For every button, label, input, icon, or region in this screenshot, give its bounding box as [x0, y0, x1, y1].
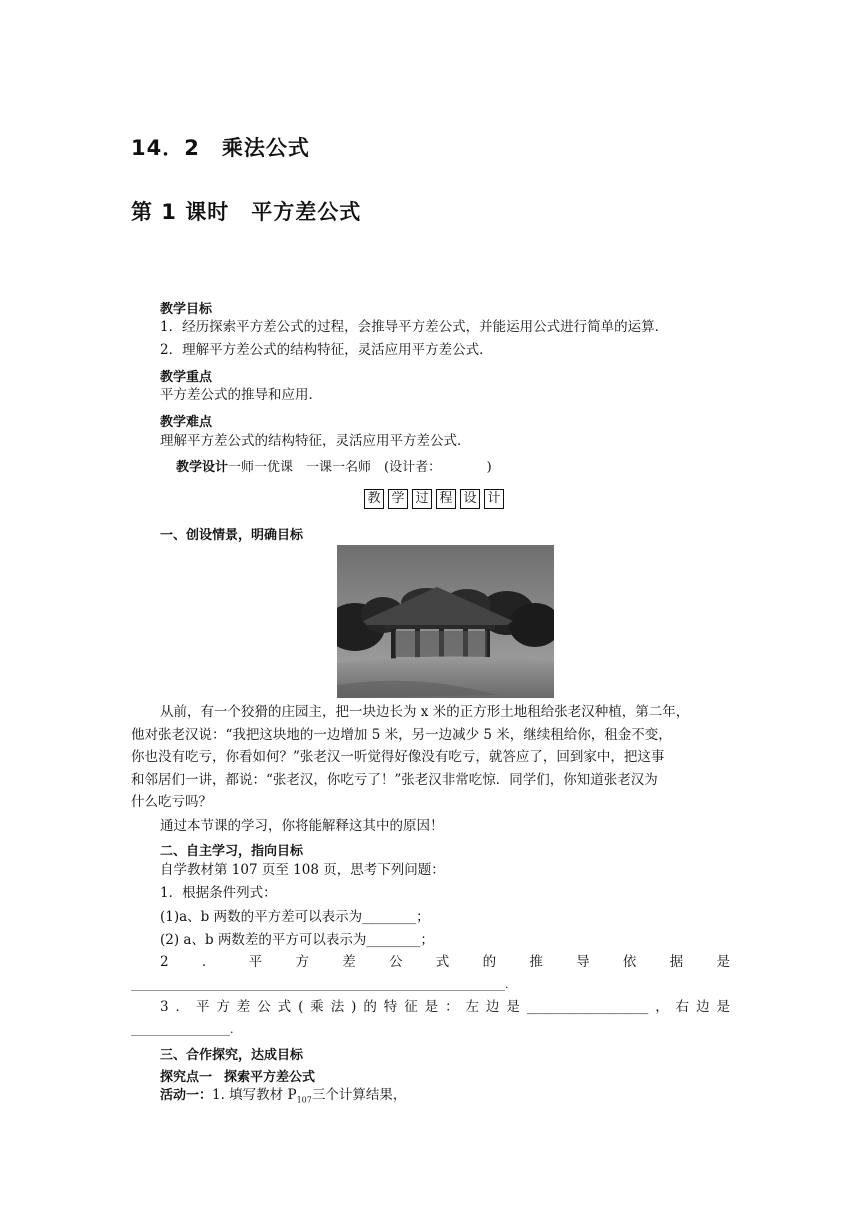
- difficulty-text: 理解平方差公式的结构特征，灵活应用平方差公式．: [160, 433, 471, 449]
- story-line: 从前，有一个狡猾的庄园主，把一块边长为 x 米的正方形土地租给张老汉种植，第二年，: [160, 704, 690, 720]
- q2-char: 2: [160, 954, 169, 970]
- explore-label: 探究点一: [160, 1070, 213, 1085]
- q2-char: 导: [576, 954, 590, 970]
- activity-label: 活动一：: [160, 1088, 213, 1103]
- q2-char: 是: [716, 954, 730, 970]
- question-2-answer-line: ____________________________________________________________________.: [131, 978, 509, 991]
- activity-tail: 三个计算结果，: [311, 1087, 407, 1103]
- chapter-title: 14．2 乘法公式: [131, 136, 310, 160]
- question-1b: (2) a、b 两数差的平方可以表示为________；: [160, 932, 434, 948]
- pavilion-photo: [337, 545, 554, 698]
- self-study-intro: 自学教材第 107 页至 108 页，思考下列问题：: [160, 862, 445, 878]
- story-line: 你也没有吃亏，你看如何？”张老汉一听觉得好像没有吃亏，就答应了，回到家中，把这事: [131, 749, 665, 765]
- difficulty-heading: 教学难点: [160, 415, 213, 430]
- lesson-title: 第 1 课时 平方差公式: [131, 200, 362, 224]
- q2-char: 依: [622, 954, 637, 970]
- question-1: 1．根据条件列式：: [160, 885, 277, 901]
- q2-char: 公: [389, 954, 403, 970]
- teaching-design-rest: 一师一优课 一课一名师 (设计者： ): [228, 460, 492, 475]
- q2-char: 推: [529, 954, 543, 970]
- q2-char: ．: [201, 954, 216, 970]
- key-points-text: 平方差公式的推导和应用．: [160, 387, 322, 403]
- story-line: 什么吃亏吗？: [131, 794, 212, 810]
- goal-item-2: 2．理解平方差公式的结构特征，灵活应用平方差公式．: [160, 342, 493, 358]
- q2-char: 据: [669, 954, 684, 970]
- q2-char: 方: [295, 954, 309, 970]
- story-paragraph: [131, 701, 730, 814]
- q2-char: 的: [482, 954, 497, 970]
- explore-title: 探索平方差公式: [224, 1070, 316, 1085]
- pavilion-photo-svg: [337, 545, 554, 698]
- process-box: 程: [436, 489, 456, 509]
- question-3-answer-line: __________________.: [131, 1023, 234, 1036]
- teaching-design-label: 教学设计: [176, 460, 229, 475]
- process-box: 学: [388, 489, 408, 509]
- process-box: 计: [484, 489, 504, 509]
- teaching-design-line: [176, 456, 492, 475]
- section2-heading: 二、自主学习，指向目标: [160, 844, 304, 859]
- section3-heading: 三、合作探究，达成目标: [160, 1048, 304, 1063]
- goal-item-1: 1．经历探索平方差公式的过程，会推导平方差公式，并能运用公式进行简单的运算．: [160, 319, 669, 335]
- key-points-heading: 教学重点: [160, 370, 213, 385]
- question-1a: (1)a、b 两数的平方差可以表示为________；: [160, 909, 430, 925]
- q2-char: 差: [342, 954, 356, 970]
- process-design-boxes: [364, 489, 504, 509]
- process-box: 设: [460, 489, 480, 509]
- story-line: 他对张老汉说：“我把这块地的一边增加 5 米，另一边减少 5 米，继续租给你，租金不变，: [131, 726, 672, 743]
- goals-heading: 教学目标: [160, 302, 213, 317]
- q2-char: 平: [248, 954, 263, 970]
- q2-char: 式: [435, 954, 450, 970]
- explore-point-line: [160, 1066, 315, 1085]
- story-closing: 通过本节课的学习，你将能解释这其中的原因！: [160, 818, 444, 834]
- story-line: 和邻居们一讲，都说：“张老汉，你吃亏了！”张老汉非常吃惊．同学们，你知道张老汉为: [131, 771, 658, 788]
- section1-heading: 一、创设情景，明确目标: [160, 528, 304, 543]
- question-2: [160, 951, 730, 973]
- activity-line: [160, 1084, 406, 1112]
- question-3: 3．平方差公式(乘法)的特征是：左边是__________________，右边是: [160, 999, 730, 1015]
- activity-page-sub: 107: [296, 1095, 312, 1105]
- activity-text: 1. 填写教材 P: [212, 1087, 297, 1103]
- process-box: 过: [412, 489, 432, 509]
- process-box: 教: [364, 489, 384, 509]
